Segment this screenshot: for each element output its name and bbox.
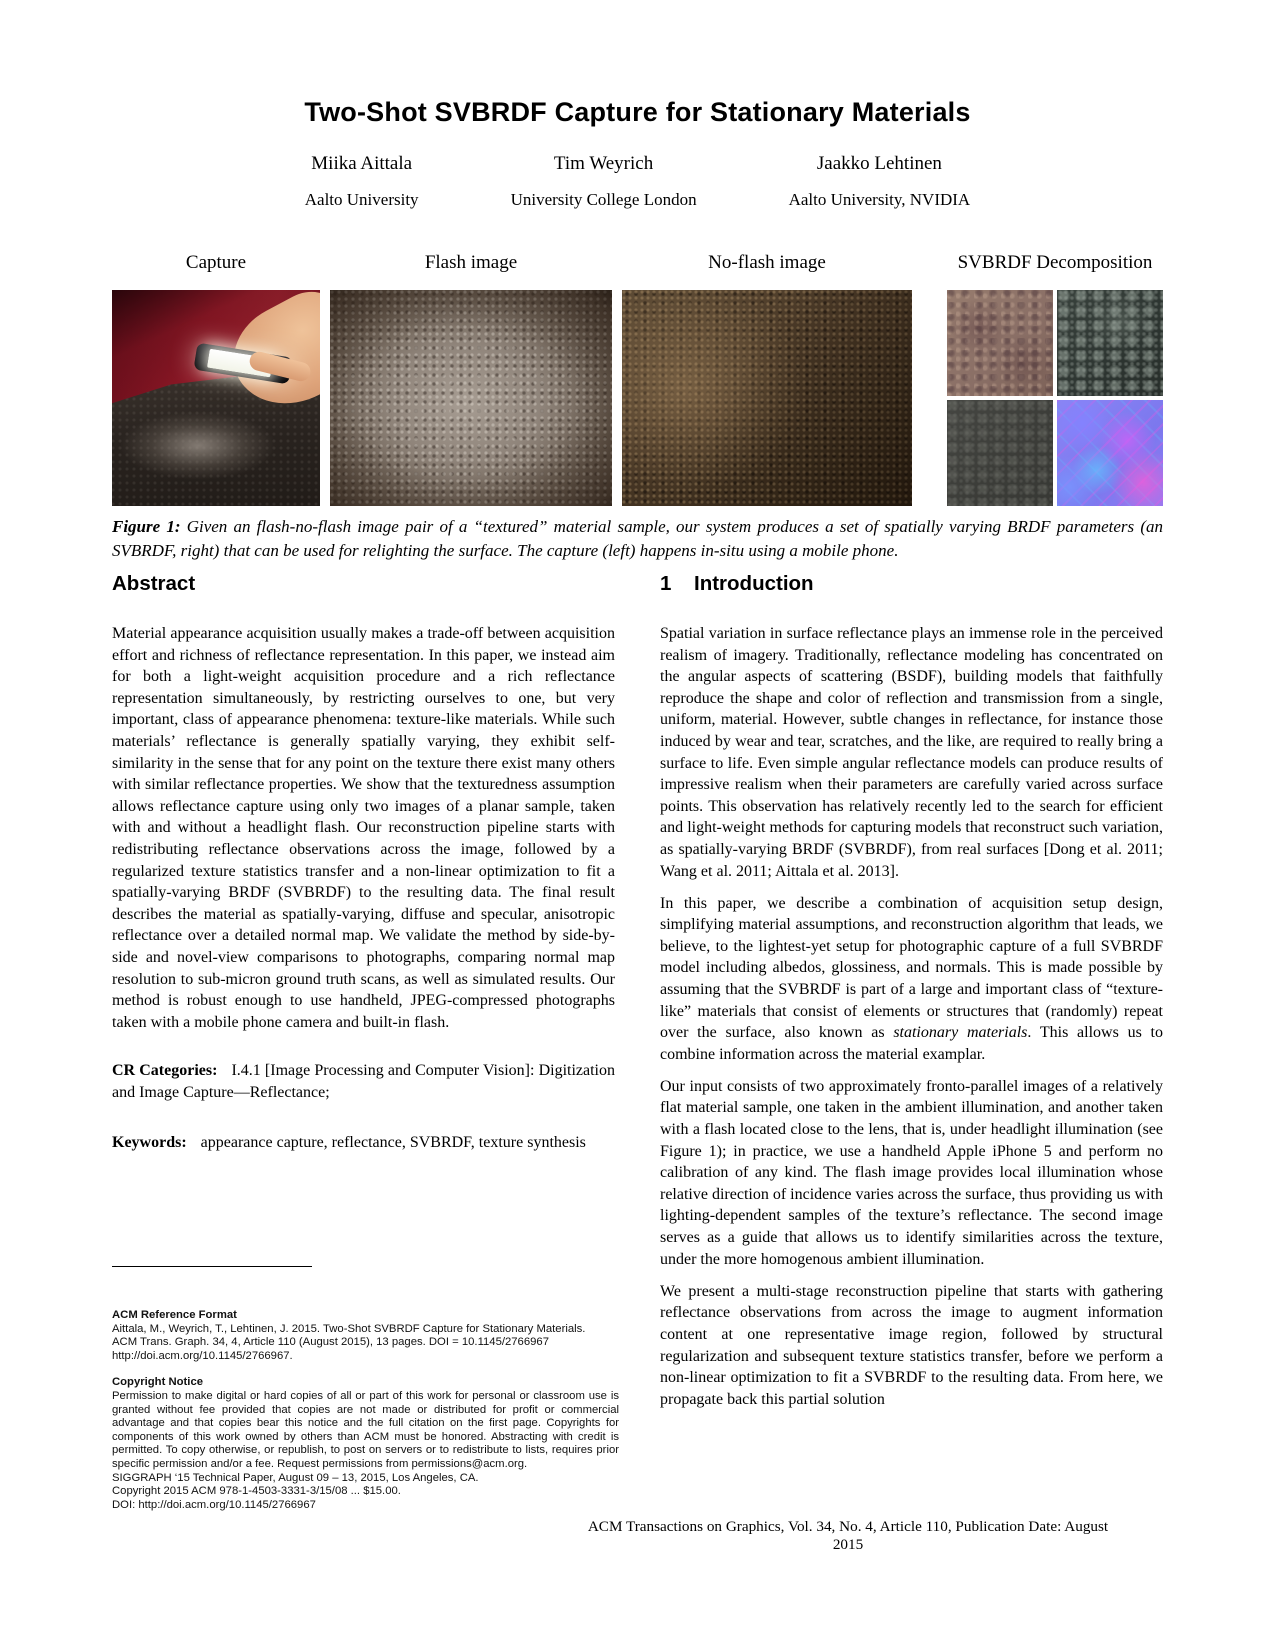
author-name: Miika Aittala <box>311 153 413 174</box>
doi-link[interactable]: http://doi.acm.org/10.1145/2766967. <box>112 1349 293 1362</box>
noflash-image-photo <box>622 290 912 506</box>
journal-footer: ACM Transactions on Graphics, Vol. 34, No. 4, Article 110, Publication Date: August 2015 <box>587 1518 1109 1553</box>
abstract-heading: Abstract <box>112 572 196 595</box>
author-1 <box>305 153 419 210</box>
stationary-materials-term: stationary materials <box>893 1024 1028 1042</box>
author-affiliation: Aalto University <box>304 190 419 209</box>
panel-svbrdf <box>947 252 1163 506</box>
author-name: Jaakko Lehtinen <box>816 153 942 174</box>
normal-map <box>1057 400 1163 506</box>
figure-1 <box>112 252 1163 506</box>
author-affiliation: Aalto University, NVIDIA <box>788 190 971 209</box>
doi-link[interactable]: DOI: http://doi.acm.org/10.1145/2766967 <box>112 1498 316 1511</box>
footnote-rule <box>112 1266 312 1267</box>
panel-label-flash: Flash image <box>424 252 518 273</box>
cr-categories <box>112 1060 615 1103</box>
figure-caption-label: Figure 1: <box>112 517 181 536</box>
first-page-footnote <box>112 1266 619 1512</box>
section-number: 1 <box>660 572 672 595</box>
author-3 <box>789 153 971 210</box>
glossiness-map <box>947 400 1053 506</box>
capture-photo <box>112 290 320 506</box>
cr-categories-text: I.4.1 [Image Processing and Computer Vision]: Digitization and Image Capture—Reflectance; <box>112 1062 616 1101</box>
acm-reference-format <box>112 1309 619 1363</box>
author-affiliation: University College London <box>510 190 697 209</box>
figure-caption <box>112 515 1163 562</box>
author-name: Tim Weyrich <box>553 153 654 174</box>
acm-reference-line: ACM Trans. Graph. 34, 4, Article 110 (August 2015), 13 pages. DOI = 10.1145/2766967 <box>112 1336 549 1349</box>
intro-p2-text: In this paper, we describe a combination of acquisition setup design, simplifying material assumptions, and reconstruction algorithm that leads, we believe, to the lightest-yet setup for photographic capture of a full SVBRDF model including albedos, glossiness, and normals. This is made possible by assuming that the SVBRDF is part of a large and important class of “texture-like” materials that consist of elements or structures that (randomly) repeat over the surface, also known as <box>660 894 1163 1042</box>
cr-categories-label: CR Categories: <box>112 1062 218 1080</box>
panel-flash <box>330 252 612 506</box>
specular-albedo-map <box>1057 290 1163 396</box>
copyright-notice <box>112 1376 619 1512</box>
author-2 <box>511 153 697 210</box>
figure-panels <box>112 252 1163 506</box>
section-title: Introduction <box>694 572 814 595</box>
copyright-heading: Copyright Notice <box>112 1376 204 1389</box>
intro-paragraph-1: Spatial variation in surface reflectance plays an immense role in the perceived realism of imagery. Traditionally, reflectance modeling has concentrated on the angular aspects of scattering (BSDF), building models that faithfully reproduce the shape and color of reflection and transmission from a single, uniform, material. However, subtle changes in reflectance, for instance those induced by wear and tear, scratches, and the like, are required to really bring a surface to life. Even simple angular reflectance models can produce results of impressive realism when their parameters are carefully varied across surface points. This observation has relatively recently led to the search for efficient and light-weight methods for capturing models that reconstruct such variation, as spatially-varying BRDF (SVBRDF), from real surfaces [Dong et al. 2011; Wang et al. 2011; Aittala et al. 2013]. <box>660 625 1163 880</box>
keywords-label: Keywords: <box>112 1134 187 1152</box>
svbrdf-map-grid <box>947 290 1163 506</box>
intro-p2-text-end: . This allows us to combine information across the material examplar. <box>660 1024 1163 1063</box>
abstract-text: Material appearance acquisition usually makes a trade-off between acquisition effort and richness of reflectance representation. In this paper, we instead aim for both a light-weight acquisition procedure and a rich reflectance representation simultaneously, by restricting ourselves to one, but very important, class of appearance phenomena: texture-like materials. While such materials’ reflectance is generally spatially varying, they exhibit self-similarity in the sense that for any point on the texture there exist many others with similar reflectance properties. We show that the texturedness assumption allows reflectance capture using only two images of a planar sample, taken with and without a headlight flash. Our reconstruction pipeline starts with redistributing reflectance observations across the image, followed by a regularized texture statistics transfer and a non-linear optimization to fit a spatially-varying BRDF (SVBRDF) to the resulting data. The final result describes the material as spatially-varying, diffuse and specular, anisotropic reflectance over a detailed normal map. We validate the method by side-by-side and novel-view comparisons to photographs, comparing normal map resolution to sub-micron ground truth scans, as well as simulated results. Our method is robust enough to use handheld, JPEG-compressed photographs taken with a mobile phone camera and built-in flash. <box>112 625 615 1031</box>
acm-reference-line: Aittala, M., Weyrich, T., Lehtinen, J. 2015. Two-Shot SVBRDF Capture for Stationary Materials. <box>112 1322 586 1335</box>
panel-label-svbrdf: SVBRDF Decomposition <box>957 252 1153 273</box>
panel-capture <box>112 252 320 506</box>
panel-label-noflash: No-flash image <box>708 252 826 273</box>
isbn-line: Copyright 2015 ACM 978-1-4503-3331-3/15/08 ... $15.00. <box>112 1485 401 1498</box>
panel-label-capture: Capture <box>185 252 247 273</box>
intro-paragraph-3: Our input consists of two approximately fronto-parallel images of a relatively flat material sample, one taken in the ambient illumination, and another taken with a flash located close to the lens, that is, under headlight illumination (see Figure 1); in practice, we use a handheld Apple iPhone 5 and perform no calibration of any kind. The flash image provides local illumination whose relative direction of incidence varies across the surface, thus providing us with lighting-dependent samples of the texture’s reflectance. The second image serves as a guide that allows us to identify similarities across the texture, under the more homogenous ambient illumination. <box>660 1077 1163 1268</box>
keywords <box>112 1132 615 1154</box>
figure-caption-text: Given an flash-no-flash image pair of a “textured” material sample, our system produces a set of spatially varying BRDF parameters (an SVBRDF, right) that can be used for relighting the surface. The capture (left) happens in-situ using a mobile phone. <box>112 517 1163 560</box>
diffuse-albedo-map <box>947 290 1053 396</box>
introduction-heading <box>660 572 1163 596</box>
conference-line: SIGGRAPH ‘15 Technical Paper, August 09 – 13, 2015, Los Angeles, CA. <box>112 1471 479 1484</box>
keywords-text: appearance capture, reflectance, SVBRDF, texture synthesis <box>200 1134 586 1152</box>
copyright-body: Permission to make digital or hard copies of all or part of this work for personal or classroom use is granted without fee provided that copies are not made or distributed for profit or commercial advantage and that copies bear this notice and the full citation on the first page. Copyrights for components of this work owned by others than ACM must be honored. Abstracting with credit is permitted. To copy otherwise, or republish, to post on servers or to redistribute to lists, requires prior specific permission and/or a fee. Request permissions from permissions@acm.org. <box>112 1389 619 1470</box>
right-column <box>660 572 1163 1421</box>
author-block <box>0 153 1275 210</box>
flash-image-photo <box>330 290 612 506</box>
acm-reference-heading: ACM Reference Format <box>112 1309 237 1321</box>
intro-paragraph-2 <box>660 893 1163 1066</box>
paper-title: Two-Shot SVBRDF Capture for Stationary Materials <box>304 97 971 127</box>
panel-noflash <box>622 252 912 506</box>
intro-paragraph-4: We present a multi-stage reconstruction pipeline that starts with gathering reflectance observations from across the image to augment information content at one representative image region, followed by structural regularization and subsequent texture statistics transfer, before we perform a non-linear optimization to fit a SVBRDF to the resulting data. From here, we propagate back this partial solution <box>660 1282 1163 1408</box>
